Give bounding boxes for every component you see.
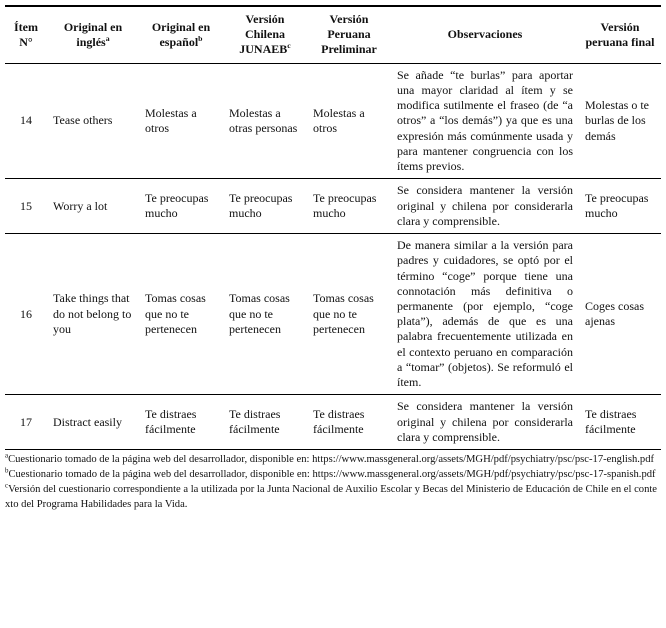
- cell-original-spanish: Tomas cosas que no te pertenecen: [145, 291, 206, 336]
- cell-peruvian-final: Te preocupas mucho: [585, 190, 649, 221]
- table-row-item-14: [5, 63, 661, 179]
- cell-peruvian-preliminary: Te preocupas mucho: [313, 190, 377, 221]
- cell-original-english: Take things that do not belong to you: [53, 291, 132, 336]
- cell-original-spanish: Molestas a otros: [145, 105, 197, 136]
- footnote-b-superscript: b: [5, 467, 9, 475]
- table-body: [5, 63, 661, 449]
- footnote-c: [5, 483, 661, 513]
- cell-chilean-junaeb: Tomas cosas que no te pertenecen: [229, 291, 290, 336]
- header-spanish-superscript: b: [198, 33, 203, 43]
- cell-peruvian-final: Coges cosas ajenas: [585, 298, 644, 329]
- cell-item-number: 17: [20, 414, 32, 429]
- header-item-line1: Ítem: [14, 19, 38, 34]
- header-english-superscript: a: [105, 33, 110, 43]
- cell-item-number: 16: [20, 306, 32, 321]
- cell-chilean-junaeb: Molestas a otras personas: [229, 105, 298, 136]
- header-english-label: Original en inglés: [63, 19, 123, 49]
- header-item-line2: N°: [19, 34, 33, 49]
- cell-original-spanish: Te distraes fácilmente: [145, 407, 197, 437]
- cell-peruvian-final: Te distraes fácilmente: [585, 407, 637, 437]
- cell-original-spanish: Te preocupas mucho: [145, 190, 209, 221]
- cell-peruvian-preliminary: Tomas cosas que no te pertenecen: [313, 291, 374, 336]
- header-peruvian-final-label: Versión peruana final: [585, 19, 655, 49]
- col-header-original-spanish: [139, 6, 223, 63]
- cell-observations: De manera similar a la versión para padres y cuidadores, se optó por el término “coge” porque tiene una connotación más definitiva o permanente (por ejemplo, “coge plata”), además de que es una palabra frecuentemente utilizada en el contexto peruano en comparación a “tomar” (objetos). Se reformuló el ítem.: [397, 238, 573, 390]
- table-header: [5, 6, 661, 63]
- cell-observations: Se considera mantener la versión original y chilena por considerarla clara y comprensible.: [397, 183, 573, 228]
- cell-item-number: 15: [20, 198, 32, 213]
- col-header-peruvian-preliminary: [307, 6, 391, 63]
- cell-peruvian-preliminary: Te distraes fácilmente: [313, 407, 365, 437]
- col-header-item-number: [5, 6, 47, 63]
- cell-observations: Se considera mantener la versión original y chilena por considerarla clara y comprensible.: [397, 399, 573, 444]
- cell-chilean-junaeb: Te distraes fácilmente: [229, 407, 281, 437]
- table-row-item-17: [5, 395, 661, 450]
- cell-peruvian-preliminary: Molestas a otros: [313, 105, 365, 136]
- header-row: [5, 6, 661, 63]
- col-header-peruvian-final: [579, 6, 661, 63]
- item-comparison-table: [5, 5, 661, 450]
- footnote-a-text: Cuestionario tomado de la página web del desarrollador, disponible en: https://www.massgeneral.org/assets/MGH/pdf/psychiatry/psc/psc-17-english.pdf: [8, 454, 655, 466]
- footnote-a: [5, 453, 661, 468]
- cell-peruvian-final: Molestas o te burlas de los demás: [585, 98, 649, 143]
- cell-observations: Se añade “te burlas” para aportar una mayor claridad al ítem y se modifica sutilmente el fraseo (de “a otros” a “los demás”) ya que es una expresión más comúnmente usada y para mantener congruencia con los ítems previos.: [397, 67, 573, 174]
- col-header-observations: [391, 6, 579, 63]
- col-header-original-english: [47, 6, 139, 63]
- cell-chilean-junaeb: Te preocupas mucho: [229, 190, 293, 221]
- header-observations-label: Observaciones: [447, 27, 523, 42]
- header-chilean-superscript: c: [287, 41, 291, 51]
- header-peruvian-prelim-label: Versión Peruana Preliminar: [321, 12, 377, 57]
- footnote-a-superscript: a: [5, 452, 9, 460]
- footnote-b-text: Cuestionario tomado de la página web del desarrollador, disponible en: https://www.massgeneral.org/assets/MGH/pdf/psychiatry/psc/psc-17-spanish.pdf: [8, 468, 656, 480]
- cell-original-english: Tease others: [53, 113, 113, 128]
- header-chilean-label: Versión Chilena JUNAEB: [239, 12, 288, 57]
- footnote-c-superscript: c: [5, 482, 9, 490]
- cell-original-english: Worry a lot: [53, 198, 108, 213]
- table-row-item-15: [5, 179, 661, 234]
- col-header-chilean-junaeb: [223, 6, 307, 63]
- header-spanish-label: Original en español: [151, 19, 211, 49]
- footnote-b: [5, 468, 661, 483]
- table-row-item-16: [5, 234, 661, 395]
- footnote-c-text: Versión del cuestionario correspondiente a la utilizada por la Junta Nacional de Auxilio Escolar y Becas del Ministerio de Educación de Chile en el contexto del Programa Habilidades para la Vida.: [5, 483, 658, 510]
- table-footnotes: [5, 453, 661, 512]
- cell-item-number: 14: [20, 113, 32, 128]
- cell-original-english: Distract easily: [53, 414, 122, 429]
